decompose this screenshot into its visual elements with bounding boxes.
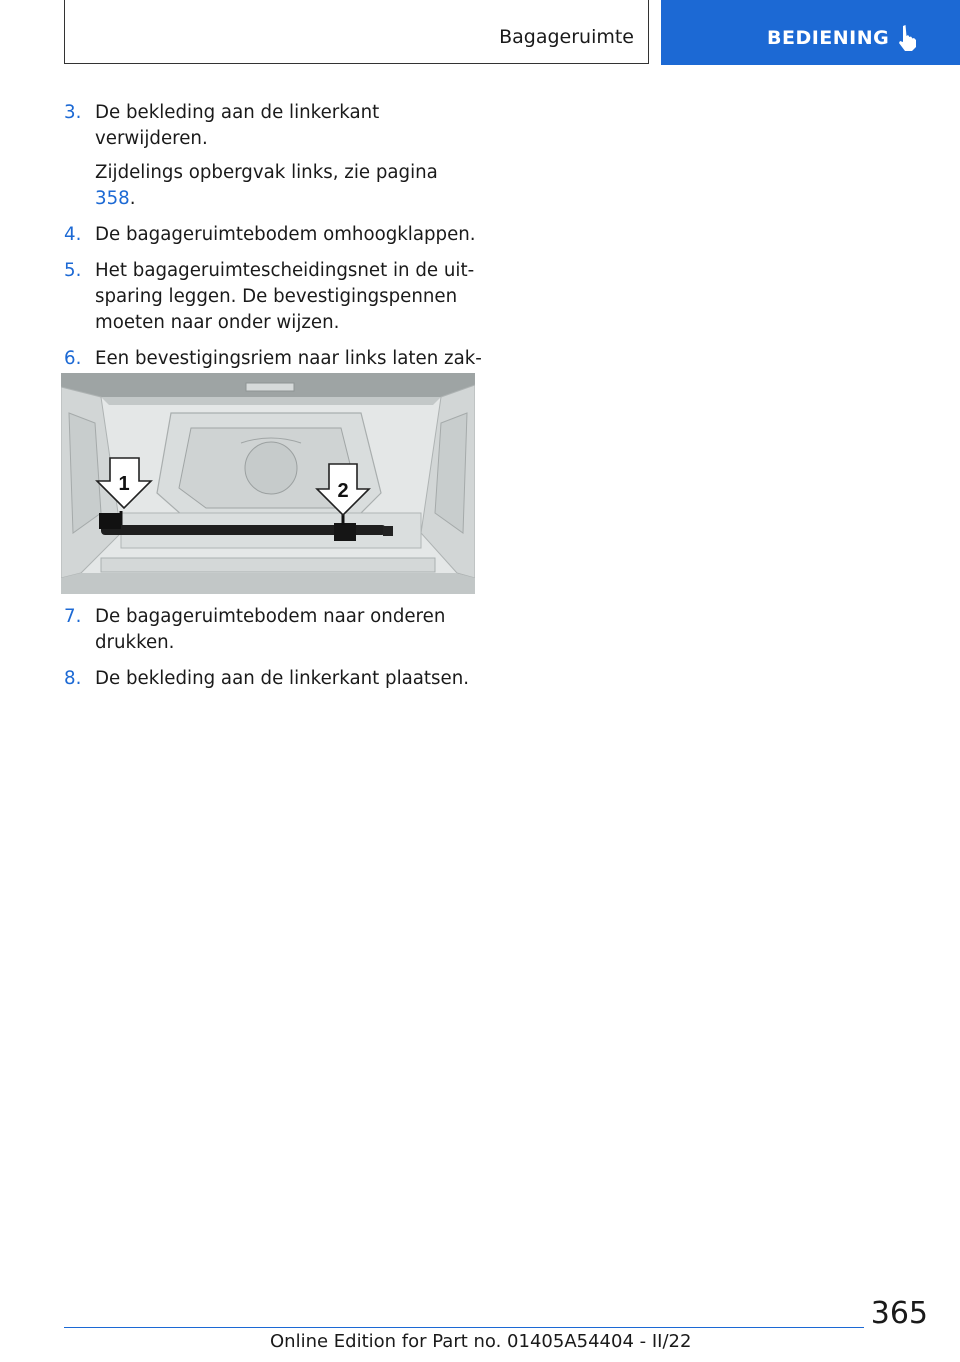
step-number: 4. (64, 224, 82, 245)
step-number: 6. (64, 348, 82, 369)
step-text: De bekleding aan de linkerkant plaatsen. (95, 668, 470, 689)
arrow-label-1: 1 (118, 473, 130, 495)
footer-edition: Online Edition for Part no. 01405A54404 - II/22 (270, 1331, 692, 1352)
page-link-358[interactable]: 358 (95, 188, 130, 209)
header-section-tab (661, 0, 960, 65)
step-number: 5. (64, 260, 82, 281)
step-number: 7. (64, 606, 82, 627)
step-5 (64, 258, 484, 336)
step-text: De bekleding aan de linkerkant verwijderen. (95, 102, 380, 149)
step-8 (64, 666, 484, 692)
subnote-text: Zijdelings opbergvak links, zie pagina (95, 162, 438, 183)
section-label: BEDIENING (767, 27, 890, 49)
page-header-title: Bagageruimte (499, 26, 634, 48)
step-number: 8. (64, 668, 82, 689)
step-4 (64, 222, 484, 248)
step-text: Een bevestigingsriem naar links laten zak- (95, 348, 482, 369)
step-7 (64, 604, 484, 656)
step-text: De bagageruimtebodem omhoogklappen. (95, 224, 476, 245)
luggage-compartment-illustration (61, 373, 475, 594)
step-text: De bagageruimtebodem naar onderen drukken. (95, 606, 446, 653)
subnote-suffix: . (129, 188, 136, 209)
pointing-hand-icon (897, 24, 919, 56)
step-3 (64, 100, 484, 212)
arrow-label-2: 2 (337, 480, 349, 502)
page-number: 365 (870, 1296, 928, 1331)
instruction-steps-continued (64, 604, 484, 702)
header-title-box (64, 0, 649, 64)
step-number: 3. (64, 102, 82, 123)
footer-divider (64, 1327, 864, 1328)
step-subnote (95, 160, 484, 212)
step-text: Het bagageruimtescheidingsnet in de uit-sparing leggen. De bevestigingspennen moeten naar onder wijzen. (95, 260, 475, 333)
